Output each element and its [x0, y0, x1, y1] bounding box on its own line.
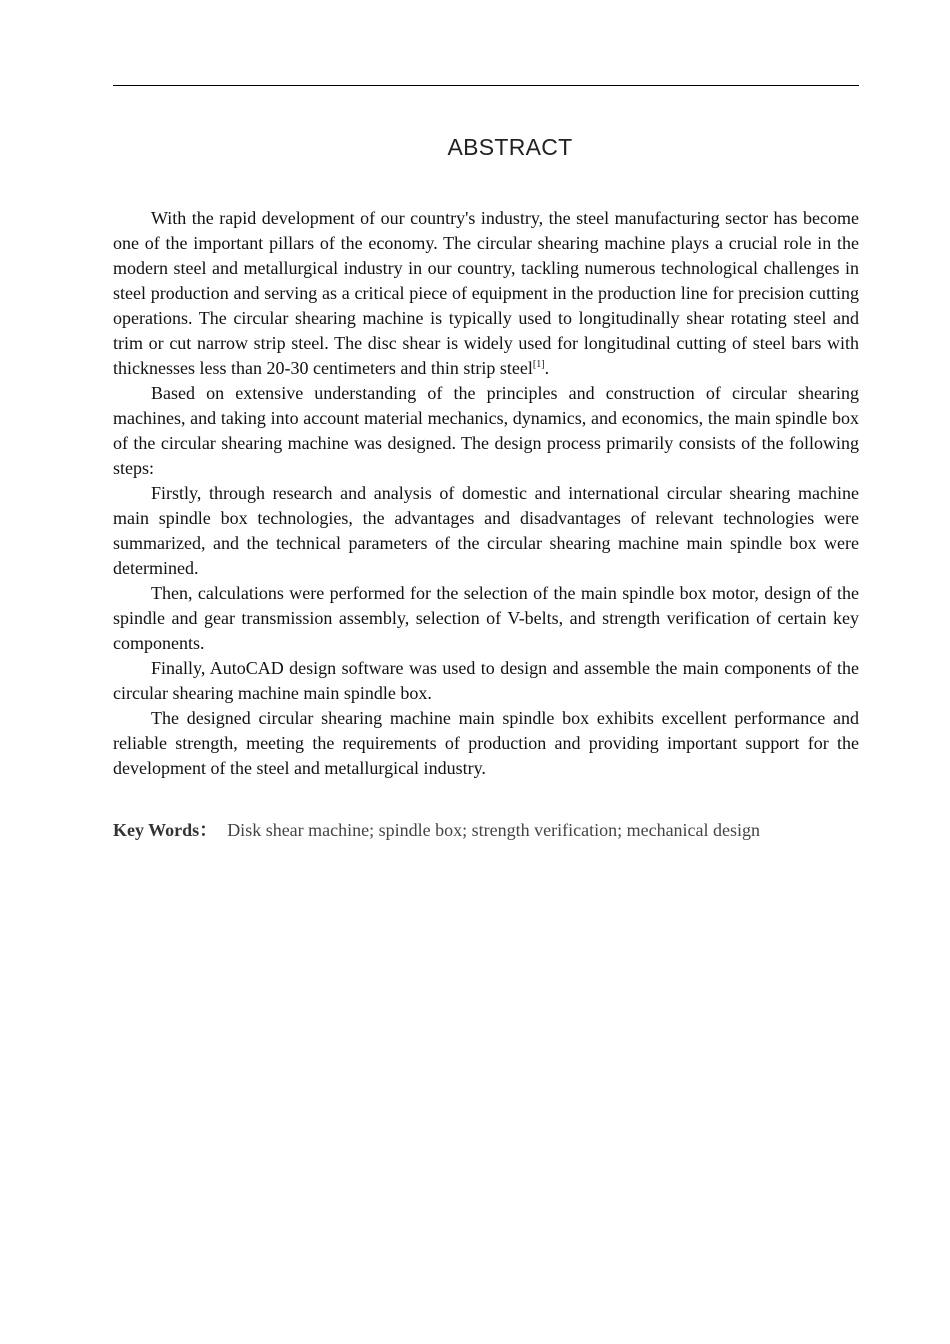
abstract-paragraph-2: Based on extensive understanding of the principles and construction of circular shearing machines, and taking into account material mechanics, dynamics, and economics, the main spindle box of the circular shearing machine was designed. The design process primarily consists of the following steps: — [113, 383, 859, 478]
keywords-value: Disk shear machine; spindle box; strength verification; mechanical design — [227, 820, 761, 840]
abstract-paragraph-5: Finally, AutoCAD design software was used to design and assemble the main components of the circular shearing machine main spindle box. — [113, 658, 859, 703]
paragraph-1-end: . — [544, 358, 550, 378]
header-rule — [113, 85, 859, 86]
abstract-title: ABSTRACT — [447, 134, 573, 160]
paragraph-1-text: With the rapid development of our country's industry, the steel manufacturing sector has become one of the important pillars of the economy. The circular shearing machine plays a crucial role in the modern steel and metallurgical industry in our country, tackling numerous technological challenges in steel production and serving as a critical piece of equipment in the production line for precision cutting operations. The circular shearing machine is typically used to longitudinally shear rotating steel and trim or cut narrow strip steel. The disc shear is widely used for longitudinal cutting of steel bars with thicknesses less than 20-30 centimeters and thin strip steel — [113, 208, 859, 378]
abstract-paragraph-3: Firstly, through research and analysis of domestic and international circular shearing machine main spindle box technologies, the advantages and disadvantages of relevant technologies were summarized, and the technical parameters of the circular shearing machine main spindle box were determined. — [113, 483, 859, 578]
citation-marker: [1] — [532, 359, 545, 370]
abstract-paragraph-6: The designed circular shearing machine main spindle box exhibits excellent performance and reliable strength, meeting the requirements of production and providing important support for the development of the steel and metallurgical industry. — [113, 708, 859, 778]
abstract-body — [113, 206, 859, 781]
keywords-label: Key Words — [113, 820, 200, 840]
keywords-separator: ： — [199, 820, 218, 840]
abstract-paragraph-4: Then, calculations were performed for the selection of the main spindle box motor, design of the spindle and gear transmission assembly, selection of V-belts, and strength verification of certain key components. — [113, 583, 859, 653]
abstract-paragraph-1 — [113, 206, 859, 381]
keywords-line — [113, 818, 859, 843]
